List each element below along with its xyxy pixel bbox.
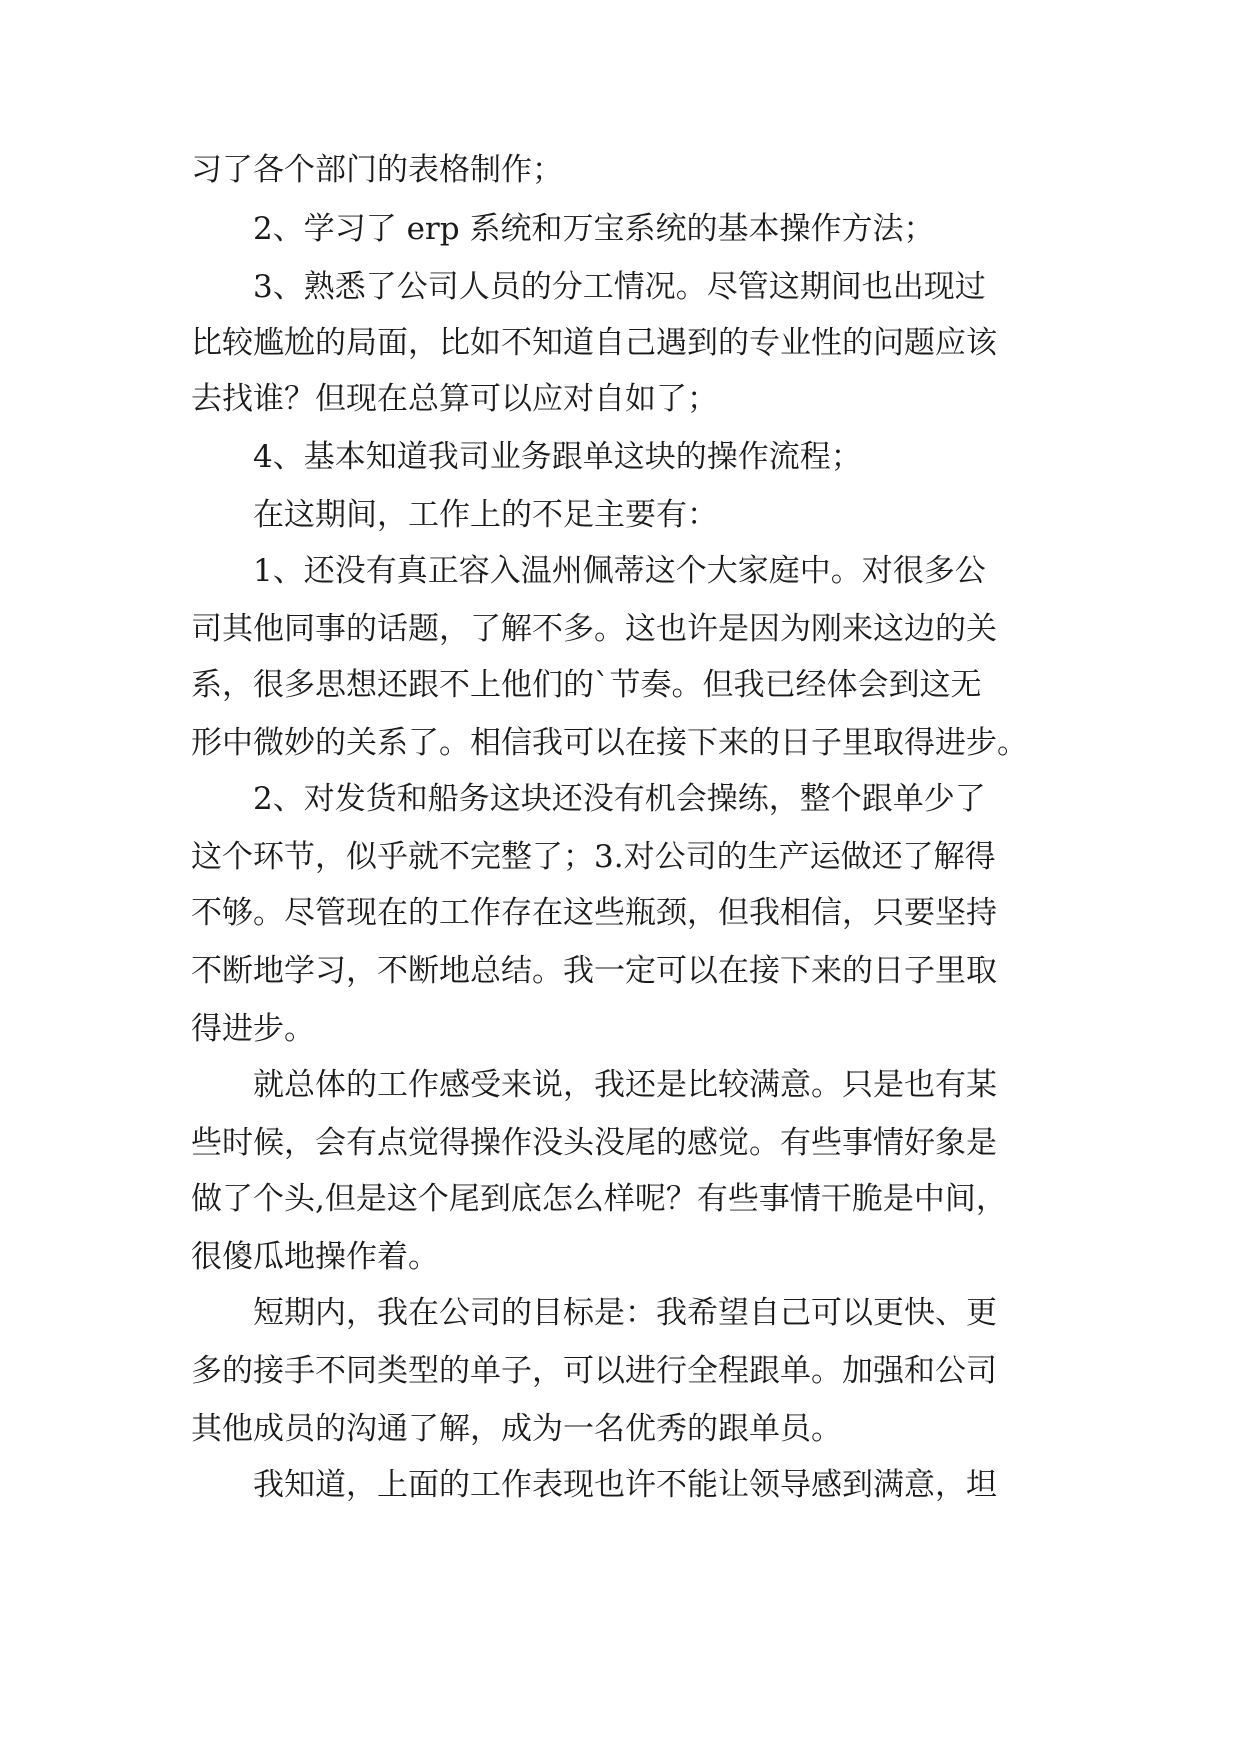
- text-line: 形中微妙的关系了。相信我可以在接下来的日子里取得进步。: [191, 725, 1028, 761]
- text-line: 1、还没有真正容入温州佩蒂这个大家庭中。对很多公: [253, 553, 986, 589]
- text-line: 这个环节，似乎就不完整了；3.对公司的生产运做还了解得: [191, 839, 996, 875]
- text-line: 得进步。: [191, 1011, 315, 1047]
- text-line: 我知道，上面的工作表现也许不能让领导感到满意，坦: [253, 1467, 997, 1503]
- text-line: 习了各个部门的表格制作；: [191, 152, 563, 188]
- text-line: 3、熟悉了公司人员的分工情况。尽管这期间也出现过: [253, 269, 986, 305]
- text-line: 短期内，我在公司的目标是：我希望自己可以更快、更: [253, 1295, 997, 1331]
- text-line: 其他成员的沟通了解，成为一名优秀的跟单员。: [191, 1411, 842, 1447]
- text-line: 2、学习了 erp 系统和万宝系统的基本操作方法；: [253, 211, 935, 247]
- text-line: 很傻瓜地操作着。: [191, 1239, 439, 1275]
- text-line: 多的接手不同类型的单子，可以进行全程跟单。加强和公司: [191, 1353, 997, 1389]
- text-line: 4、基本知道我司业务跟单这块的操作流程；: [253, 439, 862, 475]
- text-line: 去找谁？但现在总算可以应对自如了；: [191, 381, 718, 417]
- text-line: 就总体的工作感受来说，我还是比较满意。只是也有某: [253, 1067, 997, 1103]
- text-line: 2、对发货和船务这块还没有机会操练，整个跟单少了: [253, 781, 986, 817]
- text-line: 做了个头,但是这个尾到底怎么样呢？有些事情干脆是中间，: [191, 1181, 1007, 1217]
- text-line: 不够。尽管现在的工作存在这些瓶颈，但我相信，只要坚持: [191, 895, 997, 931]
- text-line: 在这期间，工作上的不足主要有：: [253, 497, 718, 533]
- text-line: 系，很多思想还跟不上他们的`节奏。但我已经体会到这无: [191, 667, 982, 703]
- text-line: 不断地学习，不断地总结。我一定可以在接下来的日子里取: [191, 953, 997, 989]
- text-line: 司其他同事的话题，了解不多。这也许是因为刚来这边的关: [191, 611, 997, 647]
- text-line: 些时候，会有点觉得操作没头没尾的感觉。有些事情好象是: [191, 1125, 997, 1161]
- text-line: 比较尴尬的局面，比如不知道自己遇到的专业性的问题应该: [191, 325, 997, 361]
